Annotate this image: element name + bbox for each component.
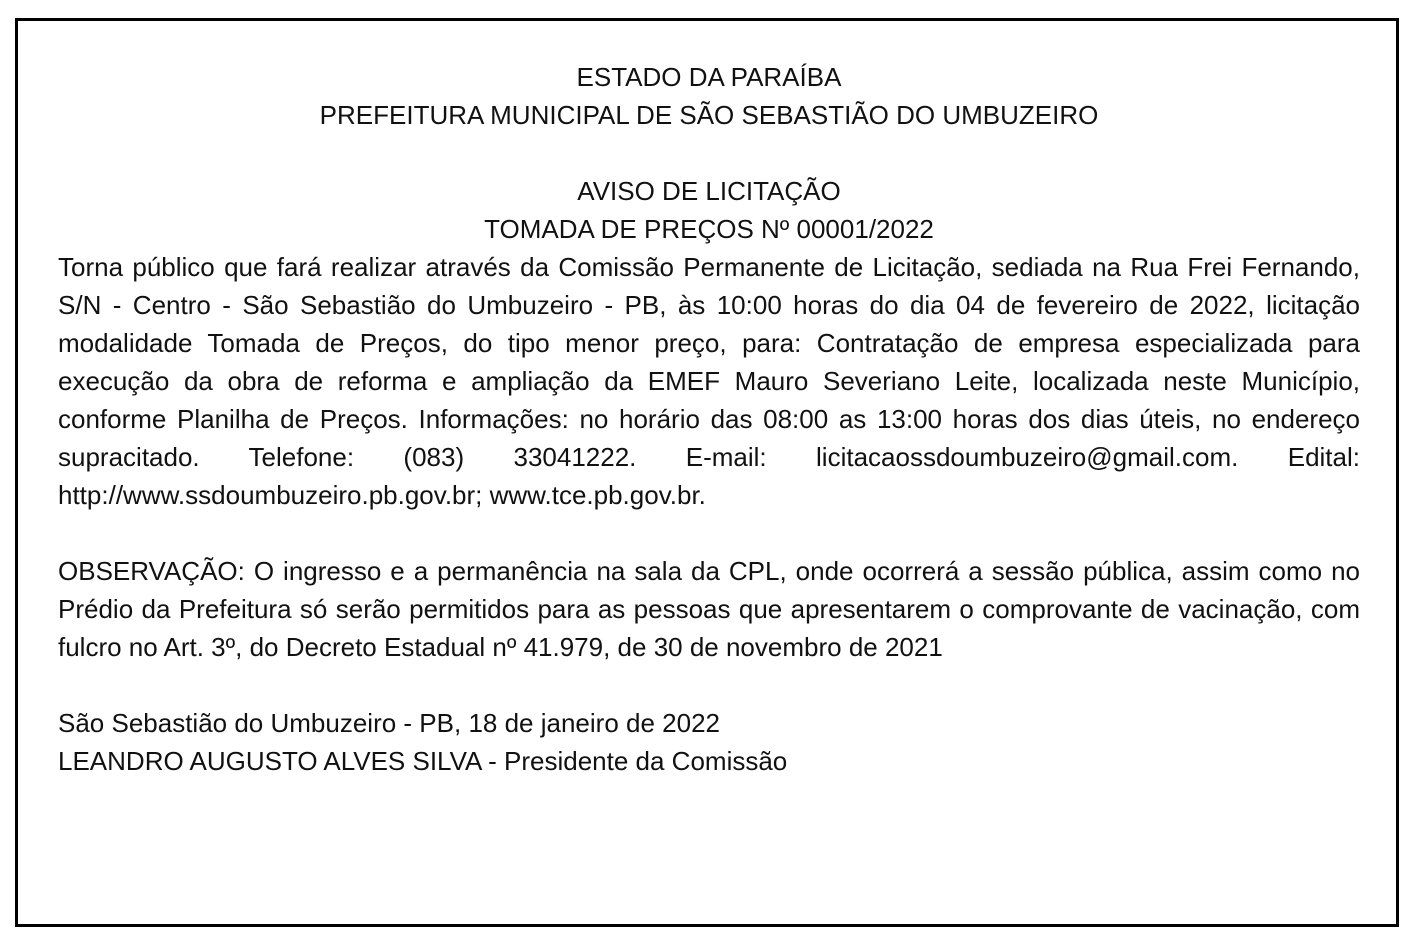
state-heading: ESTADO DA PARAÍBA <box>576 62 842 92</box>
spacer <box>58 666 1360 704</box>
notice-body: Torna público que fará realizar através da Comissão Permanente de Licitação, sediada na Rua Frei Fernando, S/N - Centro - São Sebastião do Umbuzeiro - PB, às 10:00 horas do dia 04 de fevereiro de 2022, licitação modalidade Tomada de Preços, do tipo menor preço, para: Contratação de empresa especializada para execução da obra de reforma e ampliação da EMEF Mauro Severiano Leite, localizada neste Município, conforme Planilha de Preços. Informações: no horário das 08:00 as 13:00 horas dos dias úteis, no endereço supracitado. Telefone: (083) 33041222. E-mail: licitacaossdoumbuzeiro@gmail.com. Edital: http://www.ssdoumbuzeiro.pb.gov.br; www.tce.pb.gov.br. <box>58 252 1360 510</box>
municipality-heading: PREFEITURA MUNICIPAL DE SÃO SEBASTIÃO DO UMBUZEIRO <box>319 100 1099 130</box>
spacer <box>58 134 1360 172</box>
notice-title: AVISO DE LICITAÇÃO <box>577 176 841 206</box>
notice-content <box>58 58 1360 780</box>
notice-subtitle: TOMADA DE PREÇOS Nº 00001/2022 <box>484 214 934 244</box>
place-date: São Sebastião do Umbuzeiro - PB, 18 de janeiro de 2022 <box>58 708 720 738</box>
observation-paragraph: OBSERVAÇÃO: O ingresso e a permanência na sala da CPL, onde ocorrerá a sessão pública, assim como no Prédio da Prefeitura só serão permitidos para as pessoas que apresentarem o comprovante de vacinação, com fulcro no Art. 3º, do Decreto Estadual nº 41.979, de 30 de novembro de 2021 <box>58 556 1360 662</box>
signature-line: LEANDRO AUGUSTO ALVES SILVA - Presidente da Comissão <box>58 746 788 776</box>
spacer <box>58 514 1360 552</box>
